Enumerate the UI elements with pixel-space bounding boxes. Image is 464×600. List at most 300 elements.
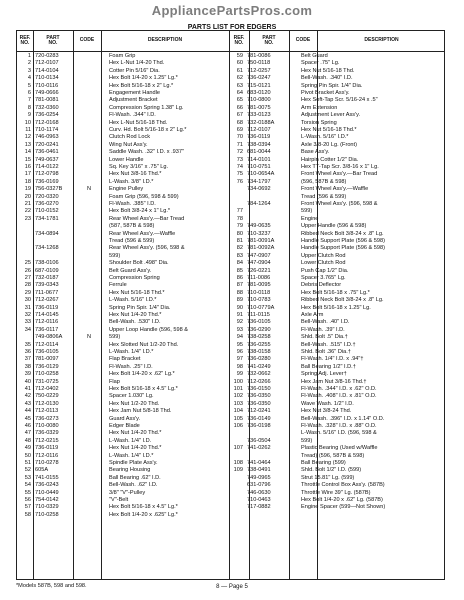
description-cell: Hex Jam Nut 3/8-16 Thd.† (301, 378, 367, 385)
table-row (229, 408, 446, 415)
ref-cell: 89 (236, 297, 243, 304)
part-number-cell: 741-0155 (35, 474, 59, 481)
description-cell: Bell-Wash. .340" I.D. (301, 75, 353, 82)
part-number-cell: 734-1797 (247, 178, 271, 185)
description-cell: L-Wash. 5/16" I.D.* (109, 297, 157, 304)
part-number-cell: 710-0152 (35, 208, 59, 215)
part-number-cell: 746-0630 (247, 489, 271, 496)
description-cell: 599) (301, 208, 313, 215)
description-cell: Fl-Wash. .328" I.D. x .88" O.D. (301, 423, 377, 429)
table-row (229, 68, 446, 75)
part-number-cell: 715-0121 (247, 82, 271, 89)
table-row (229, 504, 446, 511)
ref-cell: 87 (236, 282, 243, 289)
ref-cell: 64 (236, 90, 243, 96)
description-cell: Hex Nut 5/16-18 Thd.* (109, 289, 165, 296)
part-number-cell: 738-0258 (247, 334, 271, 341)
table-row (17, 201, 229, 208)
table-row (17, 149, 229, 156)
part-number-cell: 736-0254 (35, 112, 59, 119)
part-number-cell: 736-0150 (247, 386, 271, 392)
description-cell: Saddle Wash. .32" I.D. x .937" (109, 149, 184, 156)
ref-cell: 17 (24, 171, 31, 178)
part-number-cell: 739-0343 (35, 282, 59, 289)
part-number-cell: 687-0109 (35, 267, 59, 274)
part-number-cell: 734-0692 (247, 186, 271, 193)
description-cell: Shoulder Bolt .498" Dia. (109, 260, 169, 267)
description-cell: Compression Spring (109, 275, 160, 281)
part-number-cell: 710-0463 (247, 497, 271, 503)
description-cell: Hex TT-Tap Scr. 3/8-16 x 1" Lg. (301, 164, 379, 170)
ref-cell: 15 (24, 156, 31, 163)
description-cell: Hex Bolt 1/4-20 x .62" Lg.* (109, 371, 175, 378)
description-cell: Hex Bolt 5/16-18 x 4.5" Lg.* (109, 504, 178, 511)
description-cell: Ribbed Neck Bolt 3/8-24 x .8" Lg. (301, 230, 384, 237)
ref-cell: 1 (27, 53, 31, 59)
part-number-cell: 736-0169 (35, 178, 59, 185)
table-row (229, 75, 446, 82)
ref-cell: 80 (236, 230, 243, 237)
ref-cell: 101 (233, 386, 243, 392)
table-row (17, 60, 229, 67)
description-cell: Spring Adj. Lever† (301, 371, 347, 378)
part-number-cell: 736-0273 (35, 415, 59, 422)
table-row (229, 231, 446, 238)
ref-cell: 50 (24, 452, 31, 459)
ref-cell: 30 (24, 297, 31, 304)
table-row (17, 327, 229, 334)
description-cell: Fl-Wash. .344" I.D. (109, 112, 156, 119)
table-row (17, 290, 229, 297)
description-cell: Clutch Rod Lock (109, 134, 151, 141)
ref-cell: 72 (236, 149, 243, 156)
col-header-code: CODE (295, 37, 311, 44)
table-row (17, 342, 229, 349)
description-cell: L-Wash. 1/4" I.D. (109, 437, 152, 444)
ref-cell: 19 (24, 186, 31, 193)
part-number-cell: 711-0115 (247, 312, 270, 318)
table-row (17, 186, 229, 193)
description-cell: Spacer 3.765" Lg. (301, 275, 346, 281)
description-cell: L-Wash. 5/16" I.D. (596, 598 & (301, 430, 377, 437)
ref-cell: 84 (236, 260, 243, 267)
ref-cell: 3 (27, 67, 31, 74)
description-cell: Fl-Wash. .408" I.D. x .81" O.D. (301, 393, 377, 400)
part-number-cell: 781-0091A (247, 238, 275, 244)
table-row (229, 245, 446, 252)
part-number-cell: 734-1781 (35, 215, 59, 222)
table-row (17, 275, 229, 282)
table-row (17, 97, 229, 104)
col-header-part: PART NO. (262, 34, 276, 46)
part-number-cell: 712-0116 (35, 452, 59, 459)
table-row (17, 260, 229, 267)
table-row (229, 430, 446, 437)
description-cell: L-Wash. 1/4" I.D.* (109, 452, 154, 459)
table-row (17, 453, 229, 460)
table-row (17, 364, 229, 371)
table-row (229, 186, 446, 193)
description-cell: Fl-Wash. 1/4" I.D. x .94"† (301, 356, 364, 363)
ref-cell: 91 (236, 312, 243, 318)
table-row (229, 97, 446, 104)
description-cell: Hex Bolt 1/4-20 x .62" Lg. (587B) (301, 497, 383, 503)
table-row (229, 490, 446, 497)
part-number-cell: 736-0461 (35, 149, 59, 156)
description-cell: Flap Bracket (109, 356, 141, 363)
description-cell: Flap (109, 378, 120, 385)
description-cell: Base Ass'y. (301, 149, 330, 156)
table-row (229, 164, 446, 171)
table-row (17, 105, 229, 112)
ref-cell: 26 (24, 267, 31, 274)
ref-cell: 21 (24, 201, 31, 207)
ref-cell: 22 (24, 208, 31, 215)
table-row (229, 401, 446, 408)
table-row (17, 445, 229, 452)
part-number-cell: 732-0187 (35, 275, 59, 281)
description-cell: L-Wash. 5/16" I.D.* (301, 134, 349, 141)
table-row (17, 416, 229, 423)
description-cell: Guard Ass'y. (109, 415, 141, 422)
part-number-cell: 781-0097 (35, 356, 59, 363)
table-row (17, 164, 229, 171)
part-number-cell: 736-0149 (247, 415, 271, 422)
ref-cell: 105 (233, 415, 243, 422)
table-row (17, 127, 229, 134)
part-number-cell: 710-0118 (247, 289, 271, 296)
table-row (229, 319, 446, 326)
ref-cell: 48 (24, 437, 31, 444)
table-row (229, 253, 446, 260)
description-cell: Throttle Control Box Ass'y. (587B) (301, 482, 385, 489)
table-row (17, 297, 229, 304)
table-row (229, 171, 446, 178)
table-row (17, 112, 229, 119)
part-number-cell: 736-0350 (247, 400, 271, 407)
part-number-cell: 749-0965 (247, 474, 271, 481)
table-row (229, 364, 446, 371)
part-number-cell: 738-0158 (247, 349, 271, 355)
table-row (17, 408, 229, 415)
table-row (17, 349, 229, 356)
description-cell: Fl-Wash. .39" I.D. (301, 326, 345, 333)
part-number-cell: 736-0198 (247, 423, 271, 429)
ref-cell: 32 (24, 312, 31, 318)
description-cell: Arm Extension (301, 104, 338, 111)
ref-cell: 109 (233, 467, 243, 474)
part-number-cell: 712-0798 (35, 171, 59, 178)
part-number-cell: 750-0118 (247, 60, 271, 67)
part-number-cell: 741-0262 (247, 445, 271, 452)
ref-cell: 76 (236, 178, 243, 185)
description-cell: Spindle Plate Ass'y. (109, 460, 158, 466)
description-cell: Front Wheel Ass'y.—Bar Tread (301, 171, 378, 178)
ref-cell: 69 (236, 127, 243, 133)
part-number-cell: 731-0725 (35, 378, 59, 385)
table-row (17, 379, 229, 386)
table-row (229, 297, 446, 304)
ref-cell: 5 (27, 82, 31, 89)
description-cell: Sq. Key 3/16" x .75" Lg. (109, 164, 169, 170)
part-number-cell: 710-0116 (35, 82, 59, 89)
ref-cell: 52 (24, 467, 31, 474)
ref-cell: 43 (24, 400, 31, 407)
description-cell: Front Wheel Ass'y.—Waffle (301, 186, 369, 193)
table-row (229, 334, 446, 341)
table-row (229, 467, 446, 474)
description-cell: Shld. Bolt .5" Dia.† (301, 334, 348, 341)
part-number-cell: 710-0258 (35, 371, 59, 378)
part-number-cell: 714-0101 (247, 156, 271, 163)
ref-cell: 100 (233, 378, 243, 385)
description-cell: Hex Nut 1/4-20 Thd.* (109, 445, 162, 452)
description-cell: Hex Bolt 5/16-18 x 4.5" Lg.* (109, 386, 178, 392)
part-number-cell: 681-0044 (247, 149, 271, 156)
part-number-cell: 749-0806A (35, 334, 63, 341)
ref-cell: 60 (236, 60, 243, 67)
description-cell: Bell-Wash. .515" I.D.† (301, 341, 356, 348)
part-number-cell: 741-0249 (247, 363, 271, 370)
ref-cell: 102 (233, 393, 243, 400)
table-row (17, 68, 229, 75)
ref-cell: 73 (236, 156, 243, 163)
ref-cell: 79 (236, 223, 243, 230)
description-cell: Hex Jam Nut 5/8-18 Thd. (109, 408, 172, 415)
table-row (17, 231, 229, 238)
description-cell: Lower Clutch Rod (301, 260, 346, 267)
part-number-cell: 738-0491 (247, 467, 271, 474)
description-cell: Ferrule (109, 282, 127, 289)
description-cell: Spring Pin Spir. 1/4" Dia. (109, 304, 171, 311)
table-row (229, 260, 446, 267)
part-number-cell: 710-3237 (247, 230, 271, 237)
table-row (229, 312, 446, 319)
ref-cell: 75 (236, 171, 243, 178)
ref-cell: 90 (236, 304, 243, 311)
col-header-ref: REF. NO. (233, 34, 245, 46)
table-row (229, 238, 446, 245)
part-number-cell: 741-0464 (247, 460, 271, 466)
table-row (17, 216, 229, 223)
ref-cell: 97 (236, 356, 243, 363)
ref-cell: 23 (24, 215, 31, 222)
description-cell: Bearing Housing (109, 467, 151, 474)
table-row (17, 497, 229, 504)
description-cell: Tread (596 & 599) (109, 238, 155, 244)
description-cell: Hex Slotted Nut 1/2-20 Thd. (109, 341, 179, 348)
part-number-cell: 733-0123 (247, 112, 271, 119)
table-row (229, 482, 446, 489)
code-cell: N (86, 186, 92, 193)
description-cell: 599) (109, 334, 121, 341)
ref-cell: 9 (27, 112, 31, 119)
table-row (229, 416, 446, 423)
description-cell: 599) (109, 252, 121, 259)
ref-cell: 66 (236, 104, 243, 111)
description-cell: Ball Bearing .62" I.D. (109, 474, 161, 481)
table-row (229, 201, 446, 208)
part-number-cell: 734-1268 (35, 245, 59, 252)
table-row (17, 512, 229, 519)
description-cell: Hex Bolt 1/4-20 x .625" Lg.* (109, 511, 178, 518)
part-number-cell: 711-0677 (35, 289, 59, 296)
part-number-cell: 714-0104 (35, 67, 59, 74)
part-number-cell: 749-0666 (35, 90, 59, 96)
description-cell: Engine Pulley (109, 186, 144, 193)
description-cell: Hex Nut 1/4-20 Thd.* (109, 430, 162, 437)
ref-cell: 85 (236, 267, 243, 274)
part-number-cell: 736-0504 (247, 437, 271, 444)
part-number-cell: 711-0086 (247, 275, 271, 281)
description-cell: Wave Wash. 1/2" I.D. (301, 400, 354, 407)
page-number: 8 — Page 5 (216, 584, 248, 590)
ref-cell: 16 (24, 164, 31, 170)
ref-cell: 4 (27, 75, 31, 82)
ref-cell: 36 (24, 349, 31, 355)
table-row (229, 142, 446, 149)
part-number-cell: 781-0081 (35, 97, 59, 104)
ref-cell: 94 (236, 334, 243, 341)
table-row (17, 475, 229, 482)
table-row (229, 379, 446, 386)
table-row (17, 83, 229, 90)
part-number-cell: 736-0290 (247, 326, 271, 333)
table-row (17, 430, 229, 437)
page-title: PARTS LIST FOR EDGERS (187, 24, 277, 31)
part-number-cell: 736-0105 (35, 349, 59, 355)
part-number-cell: 712-0402 (35, 386, 59, 392)
description-cell: Fl-Wash. .344" I.D. x .62" O.D. (301, 386, 377, 392)
ref-cell: 25 (24, 260, 31, 267)
description-cell: Hex Soft-Tap Scr. 5/16-24 x .5" (301, 97, 378, 104)
description-cell: Ball Bearing (599) (301, 460, 346, 466)
part-number-cell: 720-0283 (35, 53, 59, 59)
description-cell: Throttle Wire 39" Lg. (587B) (301, 489, 371, 496)
part-number-cell: 717-0882 (247, 504, 271, 511)
description-cell: Hex Bolt 5/16-18 x 1.25" Lg. (301, 304, 371, 311)
table-row (229, 149, 446, 156)
description-cell: Hex Bolt 1/4-20 x 1.25" Lg.* (109, 75, 178, 82)
table-row (229, 216, 446, 223)
ref-cell: 70 (236, 134, 243, 141)
description-cell: Strut 15.81" Lg. (599) (301, 474, 355, 481)
part-number-cell: 710-0080 (35, 423, 59, 429)
description-cell: Hex Bolt 3/8-24 x 1" Lg.* (109, 208, 171, 215)
ref-cell: 27 (24, 275, 31, 281)
ref-cell: 12 (24, 134, 31, 141)
col-header-desc: DESCRIPTION (147, 37, 183, 44)
table-row (229, 83, 446, 90)
table-row (17, 53, 229, 60)
part-number-cell: 712-0257 (247, 67, 271, 74)
description-cell: Adjustment Bracket (109, 97, 158, 104)
table-row (229, 423, 446, 430)
part-number-cell: 720-0241 (35, 141, 59, 148)
description-cell: Hex Nut 5/16-18 Thd.* (301, 127, 357, 133)
table-row (229, 282, 446, 289)
ref-cell: 62 (236, 75, 243, 82)
table-row (17, 194, 229, 201)
part-number-cell: 747-0907 (247, 252, 271, 259)
ref-cell: 56 (24, 497, 31, 503)
description-cell: Handle Support Plate (596 & 598) (301, 238, 385, 244)
ref-cell: 18 (24, 178, 31, 185)
description-cell: Lower Handle (109, 156, 144, 163)
ref-cell: 95 (236, 341, 243, 348)
description-cell: Debris Deflector (301, 282, 342, 289)
table-row (17, 75, 229, 82)
table-row (17, 120, 229, 127)
description-cell: Fl-Wash. .385" I.D. (109, 201, 156, 207)
part-number-cell: 712-0266 (247, 378, 271, 385)
table-row (229, 438, 446, 445)
ref-cell: 10 (24, 119, 31, 126)
ref-cell: 44 (24, 408, 31, 415)
description-cell: Shld. Bolt 1/2" I.D. (599) (301, 467, 362, 474)
description-cell: Spring Pin Spir. 1/4" Dia. (301, 82, 363, 89)
table-row (229, 60, 446, 67)
description-cell: Curv. Hd. Bolt 5/16-18 x 2" Lg.* (109, 127, 187, 133)
description-cell: Belt Guard (301, 53, 328, 59)
ref-cell: 14 (24, 149, 31, 156)
table-row (17, 334, 229, 341)
part-number-cell: 710-0278 (35, 460, 59, 466)
description-cell: Axle 3/8-20 Lg. (Front) (301, 141, 357, 148)
part-number-cell: 732-0188A (247, 119, 275, 126)
part-number-cell: 736-0119 (247, 134, 271, 141)
ref-cell: 88 (236, 289, 243, 296)
ref-cell: 29 (24, 289, 31, 296)
table-row (17, 371, 229, 378)
table-row (229, 460, 446, 467)
part-number-cell: 710-0134 (35, 75, 59, 82)
table-row (229, 371, 446, 378)
ref-cell: 20 (24, 193, 31, 200)
ref-cell: 51 (24, 460, 31, 466)
table-row (17, 305, 229, 312)
table-row (229, 53, 446, 60)
part-number-cell: 712-0114 (35, 341, 59, 348)
ref-cell: 65 (236, 97, 243, 104)
description-cell: Hex Nut 3/8-16 Thd.* (109, 171, 162, 178)
table-row (17, 157, 229, 164)
col-header-desc: DESCRIPTION (364, 37, 399, 44)
description-cell: Rear Wheel Ass'y.—Waffle (109, 230, 176, 237)
ref-cell: 106 (233, 423, 243, 429)
description-cell: Hex L-Nut 1/4-20 Thd. (109, 60, 165, 67)
description-cell: Cotter Pin 5/16" Dia. (109, 67, 160, 74)
table-row (229, 275, 446, 282)
table-row (17, 482, 229, 489)
description-cell: Ribbed Neck Bolt 3/8-24 x .8" Lg. (301, 297, 384, 304)
part-number-cell: 712-0241 (247, 408, 271, 415)
ref-cell: 31 (24, 304, 31, 311)
description-cell: 3/8" "V"-Pulley (109, 489, 146, 496)
table-row (17, 386, 229, 393)
part-number-cell: 749-0635 (247, 223, 271, 230)
col-header-ref: REF. NO. (19, 34, 31, 46)
part-number-cell: 749-0637 (35, 156, 59, 163)
ref-cell: 108 (233, 460, 243, 466)
description-cell: Compression Spring 1.38" Lg. (109, 104, 184, 111)
table-row (229, 134, 446, 141)
table-row (229, 194, 446, 201)
ref-cell: 83 (236, 252, 243, 259)
ref-cell: 59 (236, 53, 243, 59)
table-row (17, 223, 229, 230)
description-cell: Upper Clutch Rod (301, 252, 346, 259)
